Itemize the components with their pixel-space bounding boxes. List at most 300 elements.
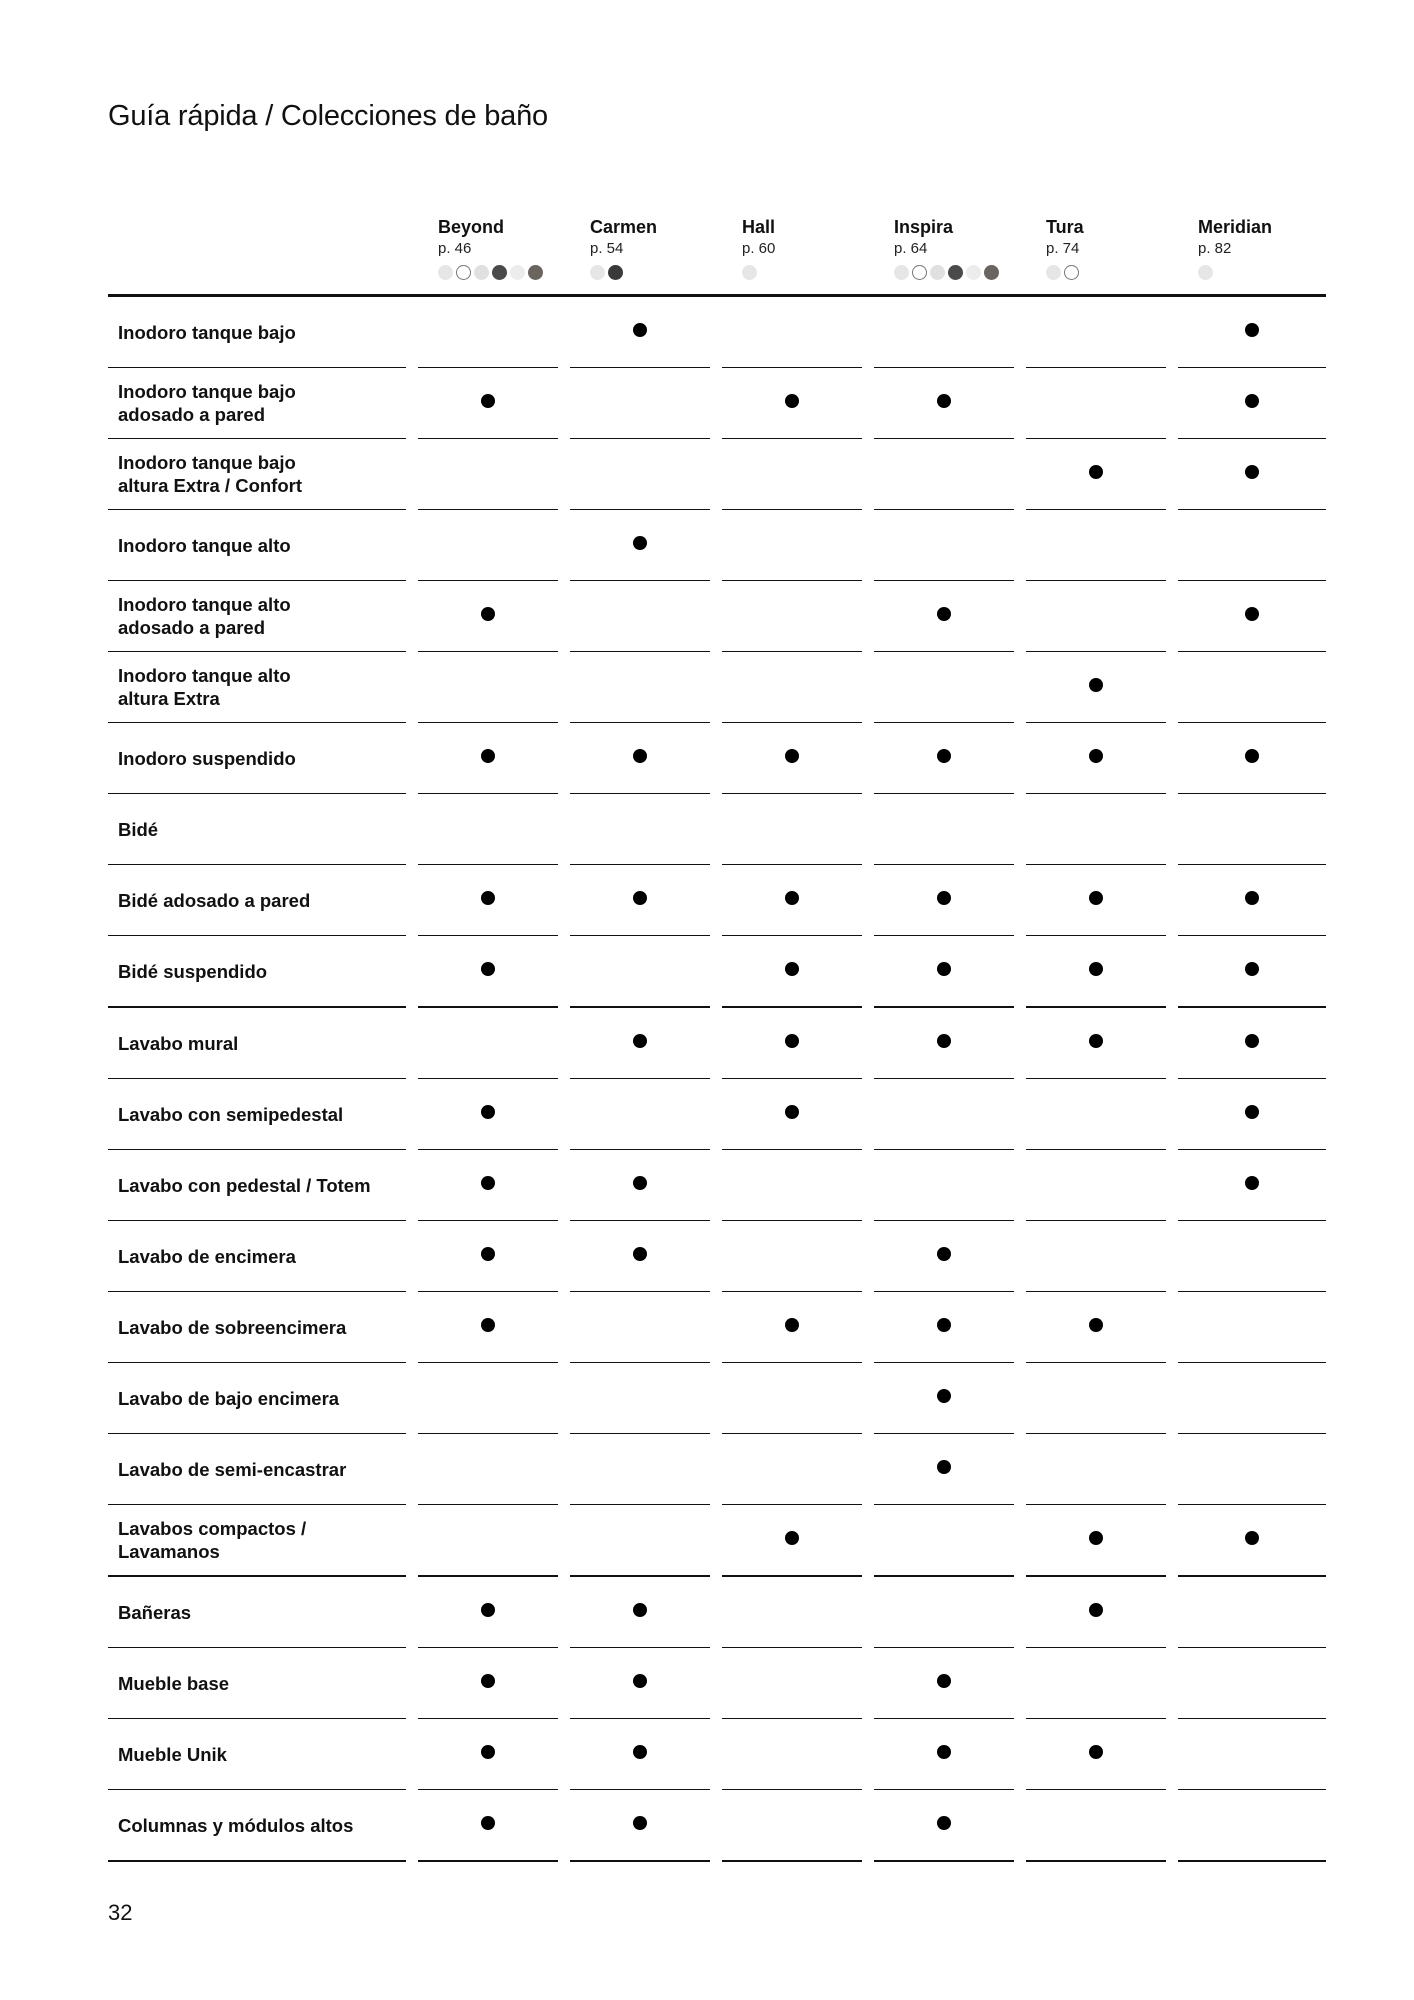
availability-dot: [937, 1389, 951, 1403]
color-swatch: [1198, 265, 1213, 280]
availability-cell-hall: [722, 1505, 862, 1577]
availability-cell-carmen: [570, 1434, 710, 1505]
column-gap: [558, 865, 570, 936]
row-label-text: Inodoro tanque bajo: [118, 321, 296, 343]
availability-cell-beyond: [418, 936, 558, 1008]
column-gap: [710, 794, 722, 865]
availability-cell-meridian: [1178, 1221, 1326, 1292]
availability-dot: [1245, 962, 1259, 976]
column-gap: [558, 1079, 570, 1150]
availability-dot: [1245, 891, 1259, 905]
row-label-text: Bidé suspendido: [118, 960, 268, 982]
availability-cell-carmen: [570, 1150, 710, 1221]
column-gap: [406, 1221, 418, 1292]
availability-cell-meridian: [1178, 1719, 1326, 1790]
collection-name: Hall: [742, 217, 776, 237]
availability-cell-beyond: [418, 439, 558, 510]
column-gap: [406, 723, 418, 794]
availability-dot: [481, 394, 495, 408]
availability-dot: [785, 1318, 799, 1332]
availability-cell-hall: [722, 1150, 862, 1221]
availability-cell-hall: [722, 1292, 862, 1363]
column-gap: [862, 794, 874, 865]
table-row: [108, 1505, 1326, 1577]
column-gap: [1166, 1008, 1178, 1079]
table-row: [108, 652, 1326, 723]
availability-cell-meridian: [1178, 368, 1326, 439]
availability-cell-meridian: [1178, 865, 1326, 936]
column-gap: [710, 936, 722, 1008]
column-gap: [862, 1577, 874, 1648]
column-gap: [1166, 1363, 1178, 1434]
table-row: [108, 581, 1326, 652]
availability-dot: [937, 962, 951, 976]
column-gap: [862, 1292, 874, 1363]
availability-dot: [1089, 1034, 1103, 1048]
availability-dot: [481, 1674, 495, 1688]
collection-page-ref: p. 82: [1198, 240, 1232, 257]
availability-cell-hall: [722, 1719, 862, 1790]
availability-cell-tura: [1026, 1648, 1166, 1719]
availability-cell-hall: [722, 794, 862, 865]
availability-cell-hall: [722, 652, 862, 723]
collection-header-tura: [1026, 210, 1166, 297]
column-gap: [406, 865, 418, 936]
row-label-text: Columnas y módulos altos: [118, 1814, 354, 1836]
column-gap: [406, 1008, 418, 1079]
availability-dot: [633, 1745, 647, 1759]
row-label: [108, 1790, 406, 1862]
availability-cell-meridian: [1178, 936, 1326, 1008]
availability-dot: [937, 394, 951, 408]
header-gap: [558, 210, 570, 297]
table-row: [108, 368, 1326, 439]
availability-cell-hall: [722, 1790, 862, 1862]
column-gap: [1014, 1008, 1026, 1079]
availability-cell-tura: [1026, 1434, 1166, 1505]
column-gap: [1166, 723, 1178, 794]
availability-cell-inspira: [874, 1790, 1014, 1862]
column-gap: [1014, 652, 1026, 723]
availability-cell-meridian: [1178, 581, 1326, 652]
collection-header-carmen: [570, 210, 710, 297]
column-gap: [558, 1221, 570, 1292]
page-number: 32: [108, 1900, 133, 1925]
availability-cell-inspira: [874, 936, 1014, 1008]
column-gap: [1166, 581, 1178, 652]
collection-header-hall: [722, 210, 862, 297]
availability-dot: [785, 1105, 799, 1119]
column-gap: [406, 439, 418, 510]
column-gap: [1166, 297, 1178, 368]
availability-cell-hall: [722, 297, 862, 368]
color-swatch: [474, 265, 489, 280]
availability-cell-carmen: [570, 936, 710, 1008]
availability-cell-carmen: [570, 581, 710, 652]
row-label-text: Lavabos compactos / Lavamanos: [118, 1518, 307, 1562]
table-body: [108, 297, 1326, 1862]
column-gap: [558, 652, 570, 723]
column-gap: [558, 1505, 570, 1577]
row-label-text: Lavabo con pedestal / Totem: [118, 1174, 371, 1196]
table-header: [108, 210, 1326, 297]
column-gap: [1014, 1363, 1026, 1434]
availability-cell-hall: [722, 368, 862, 439]
column-gap: [406, 368, 418, 439]
availability-cell-inspira: [874, 1505, 1014, 1577]
column-gap: [1014, 510, 1026, 581]
availability-dot: [633, 1034, 647, 1048]
availability-dot: [937, 1318, 951, 1332]
row-label-text: Lavabo de sobreencimera: [118, 1316, 347, 1338]
table-row: [108, 1079, 1326, 1150]
collection-name: Carmen: [590, 217, 658, 237]
availability-dot: [481, 962, 495, 976]
availability-cell-meridian: [1178, 652, 1326, 723]
availability-dot: [1245, 465, 1259, 479]
column-gap: [1166, 652, 1178, 723]
column-gap: [710, 1363, 722, 1434]
availability-dot: [633, 1674, 647, 1688]
row-label: [108, 1434, 406, 1505]
column-gap: [710, 1648, 722, 1719]
column-gap: [406, 1790, 418, 1862]
availability-dot: [1245, 1105, 1259, 1119]
header-gap: [1166, 210, 1178, 297]
color-swatches: [1046, 265, 1166, 281]
color-swatches: [742, 265, 862, 281]
column-gap: [710, 1719, 722, 1790]
column-gap: [1166, 1505, 1178, 1577]
table-row: [108, 1221, 1326, 1292]
availability-cell-carmen: [570, 1363, 710, 1434]
availability-cell-meridian: [1178, 723, 1326, 794]
column-gap: [1014, 1505, 1026, 1577]
availability-dot: [1245, 1531, 1259, 1545]
availability-cell-beyond: [418, 1079, 558, 1150]
availability-cell-inspira: [874, 581, 1014, 652]
color-swatch: [894, 265, 909, 280]
availability-cell-beyond: [418, 1150, 558, 1221]
availability-cell-tura: [1026, 1719, 1166, 1790]
table-row: [108, 1008, 1326, 1079]
color-swatch: [438, 265, 453, 280]
availability-cell-meridian: [1178, 1790, 1326, 1862]
column-gap: [1166, 1577, 1178, 1648]
table-row: [108, 1719, 1326, 1790]
column-gap: [862, 1008, 874, 1079]
row-label: [108, 1221, 406, 1292]
availability-dot: [1245, 323, 1259, 337]
availability-dot: [1089, 465, 1103, 479]
column-gap: [406, 1292, 418, 1363]
availability-cell-carmen: [570, 1648, 710, 1719]
availability-dot: [1245, 394, 1259, 408]
column-gap: [1166, 1079, 1178, 1150]
column-gap: [558, 1008, 570, 1079]
column-gap: [862, 439, 874, 510]
availability-cell-inspira: [874, 297, 1014, 368]
availability-dot: [937, 1674, 951, 1688]
column-gap: [710, 368, 722, 439]
table-row: [108, 510, 1326, 581]
availability-cell-beyond: [418, 1363, 558, 1434]
collection-name: Beyond: [438, 217, 505, 237]
column-gap: [558, 581, 570, 652]
availability-dot: [1089, 1531, 1103, 1545]
availability-dot: [481, 891, 495, 905]
collection-page-ref: p. 60: [742, 240, 776, 257]
column-gap: [406, 1150, 418, 1221]
column-gap: [1166, 1434, 1178, 1505]
availability-cell-beyond: [418, 297, 558, 368]
availability-dot: [1245, 1034, 1259, 1048]
row-label-text: Inodoro tanque bajo adosado a pared: [118, 381, 296, 425]
availability-cell-meridian: [1178, 1292, 1326, 1363]
color-swatch: [1064, 265, 1079, 280]
column-gap: [862, 1790, 874, 1862]
row-label: [108, 510, 406, 581]
availability-dot: [937, 1247, 951, 1261]
column-gap: [558, 1150, 570, 1221]
column-gap: [1014, 1221, 1026, 1292]
column-gap: [710, 865, 722, 936]
availability-dot: [1089, 1603, 1103, 1617]
collection-page-ref: p. 64: [894, 240, 928, 257]
column-gap: [558, 1577, 570, 1648]
color-swatch: [742, 265, 757, 280]
availability-cell-beyond: [418, 581, 558, 652]
availability-cell-carmen: [570, 1292, 710, 1363]
row-label-text: Inodoro tanque alto: [118, 534, 291, 556]
color-swatch: [510, 265, 525, 280]
availability-dot: [785, 394, 799, 408]
availability-dot: [785, 891, 799, 905]
row-label: [108, 1505, 406, 1577]
availability-dot: [785, 1531, 799, 1545]
availability-cell-hall: [722, 1363, 862, 1434]
column-gap: [558, 1648, 570, 1719]
column-gap: [1166, 1221, 1178, 1292]
availability-cell-inspira: [874, 1577, 1014, 1648]
color-swatches: [438, 265, 558, 281]
table-row: [108, 723, 1326, 794]
column-gap: [1166, 1292, 1178, 1363]
availability-dot: [937, 749, 951, 763]
availability-dot: [633, 1816, 647, 1830]
availability-cell-tura: [1026, 510, 1166, 581]
availability-cell-tura: [1026, 1505, 1166, 1577]
availability-dot: [1089, 678, 1103, 692]
column-gap: [406, 652, 418, 723]
column-gap: [862, 1505, 874, 1577]
column-gap: [406, 1505, 418, 1577]
availability-cell-meridian: [1178, 1008, 1326, 1079]
row-label-text: Inodoro tanque alto altura Extra: [118, 665, 291, 709]
column-gap: [862, 936, 874, 1008]
column-gap: [1014, 1292, 1026, 1363]
column-gap: [1014, 1648, 1026, 1719]
availability-cell-inspira: [874, 794, 1014, 865]
table-row: [108, 1434, 1326, 1505]
availability-dot: [1089, 1318, 1103, 1332]
availability-cell-meridian: [1178, 510, 1326, 581]
availability-dot: [633, 323, 647, 337]
row-label: [108, 368, 406, 439]
availability-dot: [937, 891, 951, 905]
availability-dot: [481, 1603, 495, 1617]
column-gap: [1166, 936, 1178, 1008]
column-gap: [862, 865, 874, 936]
availability-dot: [1089, 1745, 1103, 1759]
availability-cell-carmen: [570, 439, 710, 510]
column-gap: [710, 1434, 722, 1505]
column-gap: [1014, 1790, 1026, 1862]
column-gap: [1014, 1577, 1026, 1648]
column-gap: [710, 1292, 722, 1363]
availability-cell-tura: [1026, 368, 1166, 439]
header-gap: [710, 210, 722, 297]
column-gap: [1166, 510, 1178, 581]
row-label: [108, 794, 406, 865]
availability-cell-inspira: [874, 510, 1014, 581]
availability-cell-tura: [1026, 1790, 1166, 1862]
table-row: [108, 1648, 1326, 1719]
row-label-text: Bidé adosado a pared: [118, 889, 311, 911]
availability-dot: [481, 607, 495, 621]
color-swatch: [948, 265, 963, 280]
availability-cell-tura: [1026, 652, 1166, 723]
availability-dot: [481, 1816, 495, 1830]
availability-dot: [937, 1816, 951, 1830]
color-swatch: [984, 265, 999, 280]
column-gap: [406, 1648, 418, 1719]
column-gap: [710, 1008, 722, 1079]
row-label-text: Lavabo de encimera: [118, 1245, 296, 1267]
row-label: [108, 1648, 406, 1719]
availability-dot: [785, 749, 799, 763]
column-gap: [710, 1577, 722, 1648]
column-gap: [710, 1221, 722, 1292]
availability-cell-beyond: [418, 1790, 558, 1862]
availability-dot: [785, 1034, 799, 1048]
availability-cell-beyond: [418, 1648, 558, 1719]
availability-cell-beyond: [418, 1221, 558, 1292]
row-label: [108, 865, 406, 936]
availability-cell-carmen: [570, 723, 710, 794]
column-gap: [1014, 936, 1026, 1008]
availability-cell-inspira: [874, 1434, 1014, 1505]
availability-cell-carmen: [570, 1008, 710, 1079]
availability-dot: [937, 1745, 951, 1759]
column-gap: [1014, 581, 1026, 652]
availability-cell-meridian: [1178, 1505, 1326, 1577]
availability-cell-inspira: [874, 1719, 1014, 1790]
table-row: [108, 1363, 1326, 1434]
column-gap: [1014, 865, 1026, 936]
column-gap: [862, 581, 874, 652]
availability-cell-inspira: [874, 1008, 1014, 1079]
availability-cell-meridian: [1178, 794, 1326, 865]
collections-table: [108, 210, 1326, 1862]
color-swatch: [590, 265, 605, 280]
column-gap: [1166, 368, 1178, 439]
row-label: [108, 723, 406, 794]
availability-cell-tura: [1026, 1363, 1166, 1434]
availability-cell-carmen: [570, 865, 710, 936]
availability-cell-carmen: [570, 1719, 710, 1790]
column-gap: [1014, 297, 1026, 368]
column-gap: [862, 1648, 874, 1719]
availability-dot: [937, 607, 951, 621]
row-label: [108, 581, 406, 652]
availability-cell-beyond: [418, 1719, 558, 1790]
collection-page-ref: p. 46: [438, 240, 472, 257]
availability-cell-hall: [722, 723, 862, 794]
collection-name: Inspira: [894, 217, 954, 237]
availability-cell-beyond: [418, 723, 558, 794]
column-gap: [710, 581, 722, 652]
availability-cell-tura: [1026, 1577, 1166, 1648]
column-gap: [1014, 439, 1026, 510]
color-swatch: [492, 265, 507, 280]
column-gap: [406, 794, 418, 865]
availability-dot: [785, 962, 799, 976]
row-label: [108, 1719, 406, 1790]
column-gap: [406, 297, 418, 368]
table-row: [108, 297, 1326, 368]
availability-cell-tura: [1026, 1008, 1166, 1079]
column-gap: [558, 1790, 570, 1862]
row-label-text: Bidé: [118, 818, 159, 840]
availability-cell-carmen: [570, 794, 710, 865]
header-gap: [406, 210, 418, 297]
column-gap: [406, 1363, 418, 1434]
header-gap: [1014, 210, 1026, 297]
availability-dot: [1245, 1176, 1259, 1190]
column-gap: [558, 723, 570, 794]
page-title: Guía rápida / Colecciones de baño: [108, 100, 548, 132]
availability-cell-inspira: [874, 652, 1014, 723]
column-gap: [862, 1434, 874, 1505]
color-swatch: [966, 265, 981, 280]
availability-dot: [937, 1460, 951, 1474]
column-gap: [862, 723, 874, 794]
availability-cell-tura: [1026, 865, 1166, 936]
availability-dot: [481, 1745, 495, 1759]
column-gap: [862, 368, 874, 439]
column-gap: [1014, 1150, 1026, 1221]
column-gap: [862, 1363, 874, 1434]
column-gap: [558, 1434, 570, 1505]
availability-cell-tura: [1026, 794, 1166, 865]
availability-dot: [481, 1176, 495, 1190]
color-swatch: [930, 265, 945, 280]
row-label-text: Mueble base: [118, 1672, 230, 1694]
availability-cell-hall: [722, 1648, 862, 1719]
column-gap: [558, 297, 570, 368]
column-gap: [1166, 1150, 1178, 1221]
color-swatches: [894, 265, 1014, 281]
availability-cell-meridian: [1178, 297, 1326, 368]
availability-cell-inspira: [874, 1221, 1014, 1292]
row-label: [108, 652, 406, 723]
availability-cell-inspira: [874, 368, 1014, 439]
column-gap: [862, 510, 874, 581]
column-gap: [406, 1577, 418, 1648]
color-swatches: [590, 265, 710, 281]
availability-cell-carmen: [570, 1505, 710, 1577]
